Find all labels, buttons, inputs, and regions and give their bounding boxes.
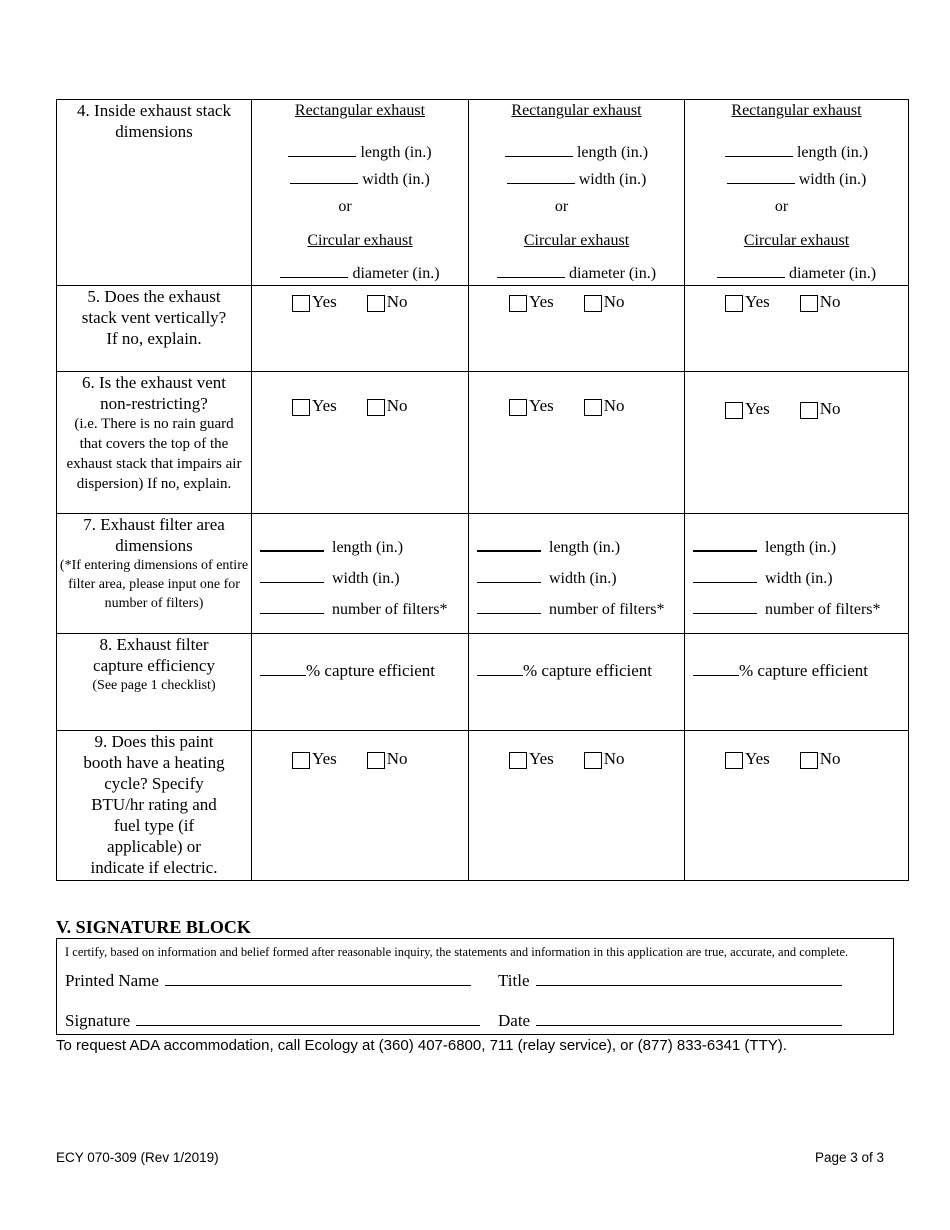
title-input[interactable] — [536, 971, 842, 986]
filter-count-input[interactable] — [260, 601, 324, 614]
efficiency-input[interactable] — [260, 663, 306, 676]
filter-width-label: width (in.) — [765, 570, 833, 587]
question-cell — [57, 514, 252, 634]
efficiency-label: % capture efficient — [739, 661, 869, 680]
no-checkbox[interactable] — [367, 752, 385, 769]
no-checkbox[interactable] — [584, 752, 602, 769]
answer-cell — [469, 100, 685, 286]
answer-cell — [469, 634, 685, 731]
efficiency-label: % capture efficient — [523, 661, 653, 680]
question-cell — [57, 100, 252, 286]
no-checkbox[interactable] — [800, 402, 818, 419]
no-label: No — [603, 396, 625, 415]
question-4-label: 4. Inside exhaust stack dimensions — [77, 101, 231, 141]
width-label: width (in.) — [578, 171, 647, 188]
no-checkbox[interactable] — [367, 399, 385, 416]
question-cell — [57, 634, 252, 731]
filter-count-label: number of filters* — [765, 601, 881, 618]
no-label: No — [603, 749, 625, 768]
no-checkbox[interactable] — [367, 295, 385, 312]
filter-width-label: width (in.) — [549, 570, 617, 587]
length-label: length (in.) — [576, 144, 649, 161]
no-label: No — [819, 292, 841, 311]
question-9-label: 9. Does this paint booth have a heating cycle? Specify BTU/hr rating and fuel type (if applicable) or indicate if electric. — [83, 732, 225, 877]
no-checkbox[interactable] — [584, 295, 602, 312]
yes-checkbox[interactable] — [725, 402, 743, 419]
yes-label: Yes — [745, 749, 770, 768]
diameter-input[interactable] — [280, 265, 348, 278]
signature-block-heading: V. SIGNATURE BLOCK — [56, 917, 251, 937]
question-cell — [57, 286, 252, 372]
yes-label: Yes — [312, 396, 337, 415]
filter-length-input[interactable] — [260, 538, 324, 552]
answer-cell — [252, 731, 469, 881]
or-label: or — [774, 198, 789, 215]
answer-cell — [469, 286, 685, 372]
answer-cell — [252, 372, 469, 514]
answer-cell — [252, 286, 469, 372]
efficiency-input[interactable] — [477, 663, 523, 676]
width-input[interactable] — [507, 171, 575, 184]
answer-cell — [685, 286, 909, 372]
answer-cell — [252, 100, 469, 286]
yes-checkbox[interactable] — [509, 399, 527, 416]
question-7-note: (*If entering dimensions of entire filter area, please input one for number of filters) — [59, 558, 249, 611]
yes-checkbox[interactable] — [725, 295, 743, 312]
answer-cell — [252, 514, 469, 634]
signature-block — [56, 938, 894, 1035]
booth-details-table — [56, 99, 909, 881]
efficiency-input[interactable] — [693, 663, 739, 676]
length-label: length (in.) — [360, 144, 432, 161]
width-label: width (in.) — [362, 171, 430, 188]
diameter-label: diameter (in.) — [788, 265, 877, 282]
filter-count-label: number of filters* — [332, 601, 448, 618]
or-label: or — [338, 198, 352, 215]
table-row — [57, 286, 909, 372]
yes-label: Yes — [312, 749, 337, 768]
diameter-input[interactable] — [497, 265, 565, 278]
width-label: width (in.) — [798, 171, 867, 188]
length-label: length (in.) — [796, 144, 869, 161]
no-checkbox[interactable] — [800, 295, 818, 312]
length-input[interactable] — [725, 144, 793, 157]
diameter-label: diameter (in.) — [568, 265, 657, 282]
yes-checkbox[interactable] — [292, 752, 310, 769]
signature-input[interactable] — [136, 1011, 480, 1026]
filter-length-input[interactable] — [693, 538, 757, 552]
no-checkbox[interactable] — [800, 752, 818, 769]
yes-label: Yes — [529, 396, 554, 415]
no-label: No — [819, 749, 841, 768]
no-label: No — [386, 396, 408, 415]
filter-count-input[interactable] — [477, 601, 541, 614]
yes-checkbox[interactable] — [292, 295, 310, 312]
signature-label: Signature — [65, 1011, 131, 1030]
yes-label: Yes — [529, 749, 554, 768]
question-cell — [57, 372, 252, 514]
answer-cell — [685, 372, 909, 514]
title-field — [498, 971, 842, 991]
yes-label: Yes — [745, 292, 770, 311]
length-input[interactable] — [288, 144, 356, 157]
question-7-label: 7. Exhaust filter area dimensions — [83, 515, 225, 555]
table-row — [57, 372, 909, 514]
table-row — [57, 731, 909, 881]
circ-exhaust-label: Circular exhaust — [307, 232, 413, 249]
answer-cell — [469, 731, 685, 881]
no-checkbox[interactable] — [584, 399, 602, 416]
yes-label: Yes — [745, 399, 770, 418]
filter-width-label: width (in.) — [332, 570, 400, 587]
yes-checkbox[interactable] — [509, 295, 527, 312]
yes-label: Yes — [529, 292, 554, 311]
filter-length-label: length (in.) — [549, 539, 621, 556]
diameter-label: diameter (in.) — [352, 265, 440, 282]
rect-exhaust-label: Rectangular exhaust — [731, 102, 862, 119]
answer-cell — [469, 372, 685, 514]
yes-checkbox[interactable] — [509, 752, 527, 769]
question-cell — [57, 731, 252, 881]
or-label: or — [554, 198, 569, 215]
question-5-label: 5. Does the exhaust stack vent vertically? If no, explain. — [81, 287, 227, 348]
question-8-label: 8. Exhaust filter capture efficiency — [93, 635, 215, 675]
date-input[interactable] — [536, 1011, 842, 1026]
ada-accommodation-notice: To request ADA accommodation, call Ecology at (360) 407-6800, 711 (relay service), or (877) 833-6341 (TTY). — [56, 1037, 787, 1054]
width-input[interactable] — [290, 171, 358, 184]
title-label: Title — [498, 971, 530, 990]
table-row — [57, 100, 909, 286]
circ-exhaust-label: Circular exhaust — [523, 232, 630, 249]
filter-length-label: length (in.) — [765, 539, 837, 556]
date-label: Date — [498, 1011, 531, 1030]
filter-length-label: length (in.) — [332, 539, 404, 556]
no-label: No — [603, 292, 625, 311]
length-input[interactable] — [505, 144, 573, 157]
form-id: ECY 070-309 (Rev 1/2019) — [56, 1150, 219, 1165]
no-label: No — [386, 749, 408, 768]
question-6-note: (i.e. There is no rain guard that covers the top of the exhaust stack that impairs air dispersion) If no, explain. — [66, 416, 242, 492]
yes-label: Yes — [312, 292, 337, 311]
yes-checkbox[interactable] — [725, 752, 743, 769]
filter-count-input[interactable] — [693, 601, 757, 614]
yes-checkbox[interactable] — [292, 399, 310, 416]
filter-width-input[interactable] — [477, 570, 541, 583]
answer-cell — [685, 634, 909, 731]
question-6-label: 6. Is the exhaust vent non-restricting? — [82, 373, 226, 413]
table-row — [57, 634, 909, 731]
answer-cell — [685, 731, 909, 881]
signature-field — [65, 1011, 480, 1031]
printed-name-field — [65, 971, 471, 991]
filter-length-input[interactable] — [477, 538, 541, 552]
no-label: No — [819, 399, 841, 418]
printed-name-input[interactable] — [165, 971, 471, 986]
width-input[interactable] — [727, 171, 795, 184]
answer-cell — [685, 514, 909, 634]
rect-exhaust-label: Rectangular exhaust — [511, 102, 642, 119]
rect-exhaust-label: Rectangular exhaust — [294, 102, 426, 119]
date-field — [498, 1011, 842, 1031]
efficiency-label: % capture efficient — [306, 661, 436, 680]
answer-cell — [469, 514, 685, 634]
no-label: No — [386, 292, 408, 311]
filter-width-input[interactable] — [260, 570, 324, 583]
answer-cell — [252, 634, 469, 731]
filter-count-label: number of filters* — [549, 601, 665, 618]
certification-statement: I certify, based on information and belief formed after reasonable inquiry, the statements and information in this application are true, accurate, and complete. — [65, 945, 849, 959]
filter-width-input[interactable] — [693, 570, 757, 583]
question-8-note: (See page 1 checklist) — [92, 678, 216, 693]
page-number: Page 3 of 3 — [815, 1150, 885, 1165]
diameter-input[interactable] — [717, 265, 785, 278]
circ-exhaust-label: Circular exhaust — [743, 232, 850, 249]
table-row — [57, 514, 909, 634]
printed-name-label: Printed Name — [65, 971, 159, 990]
answer-cell — [685, 100, 909, 286]
